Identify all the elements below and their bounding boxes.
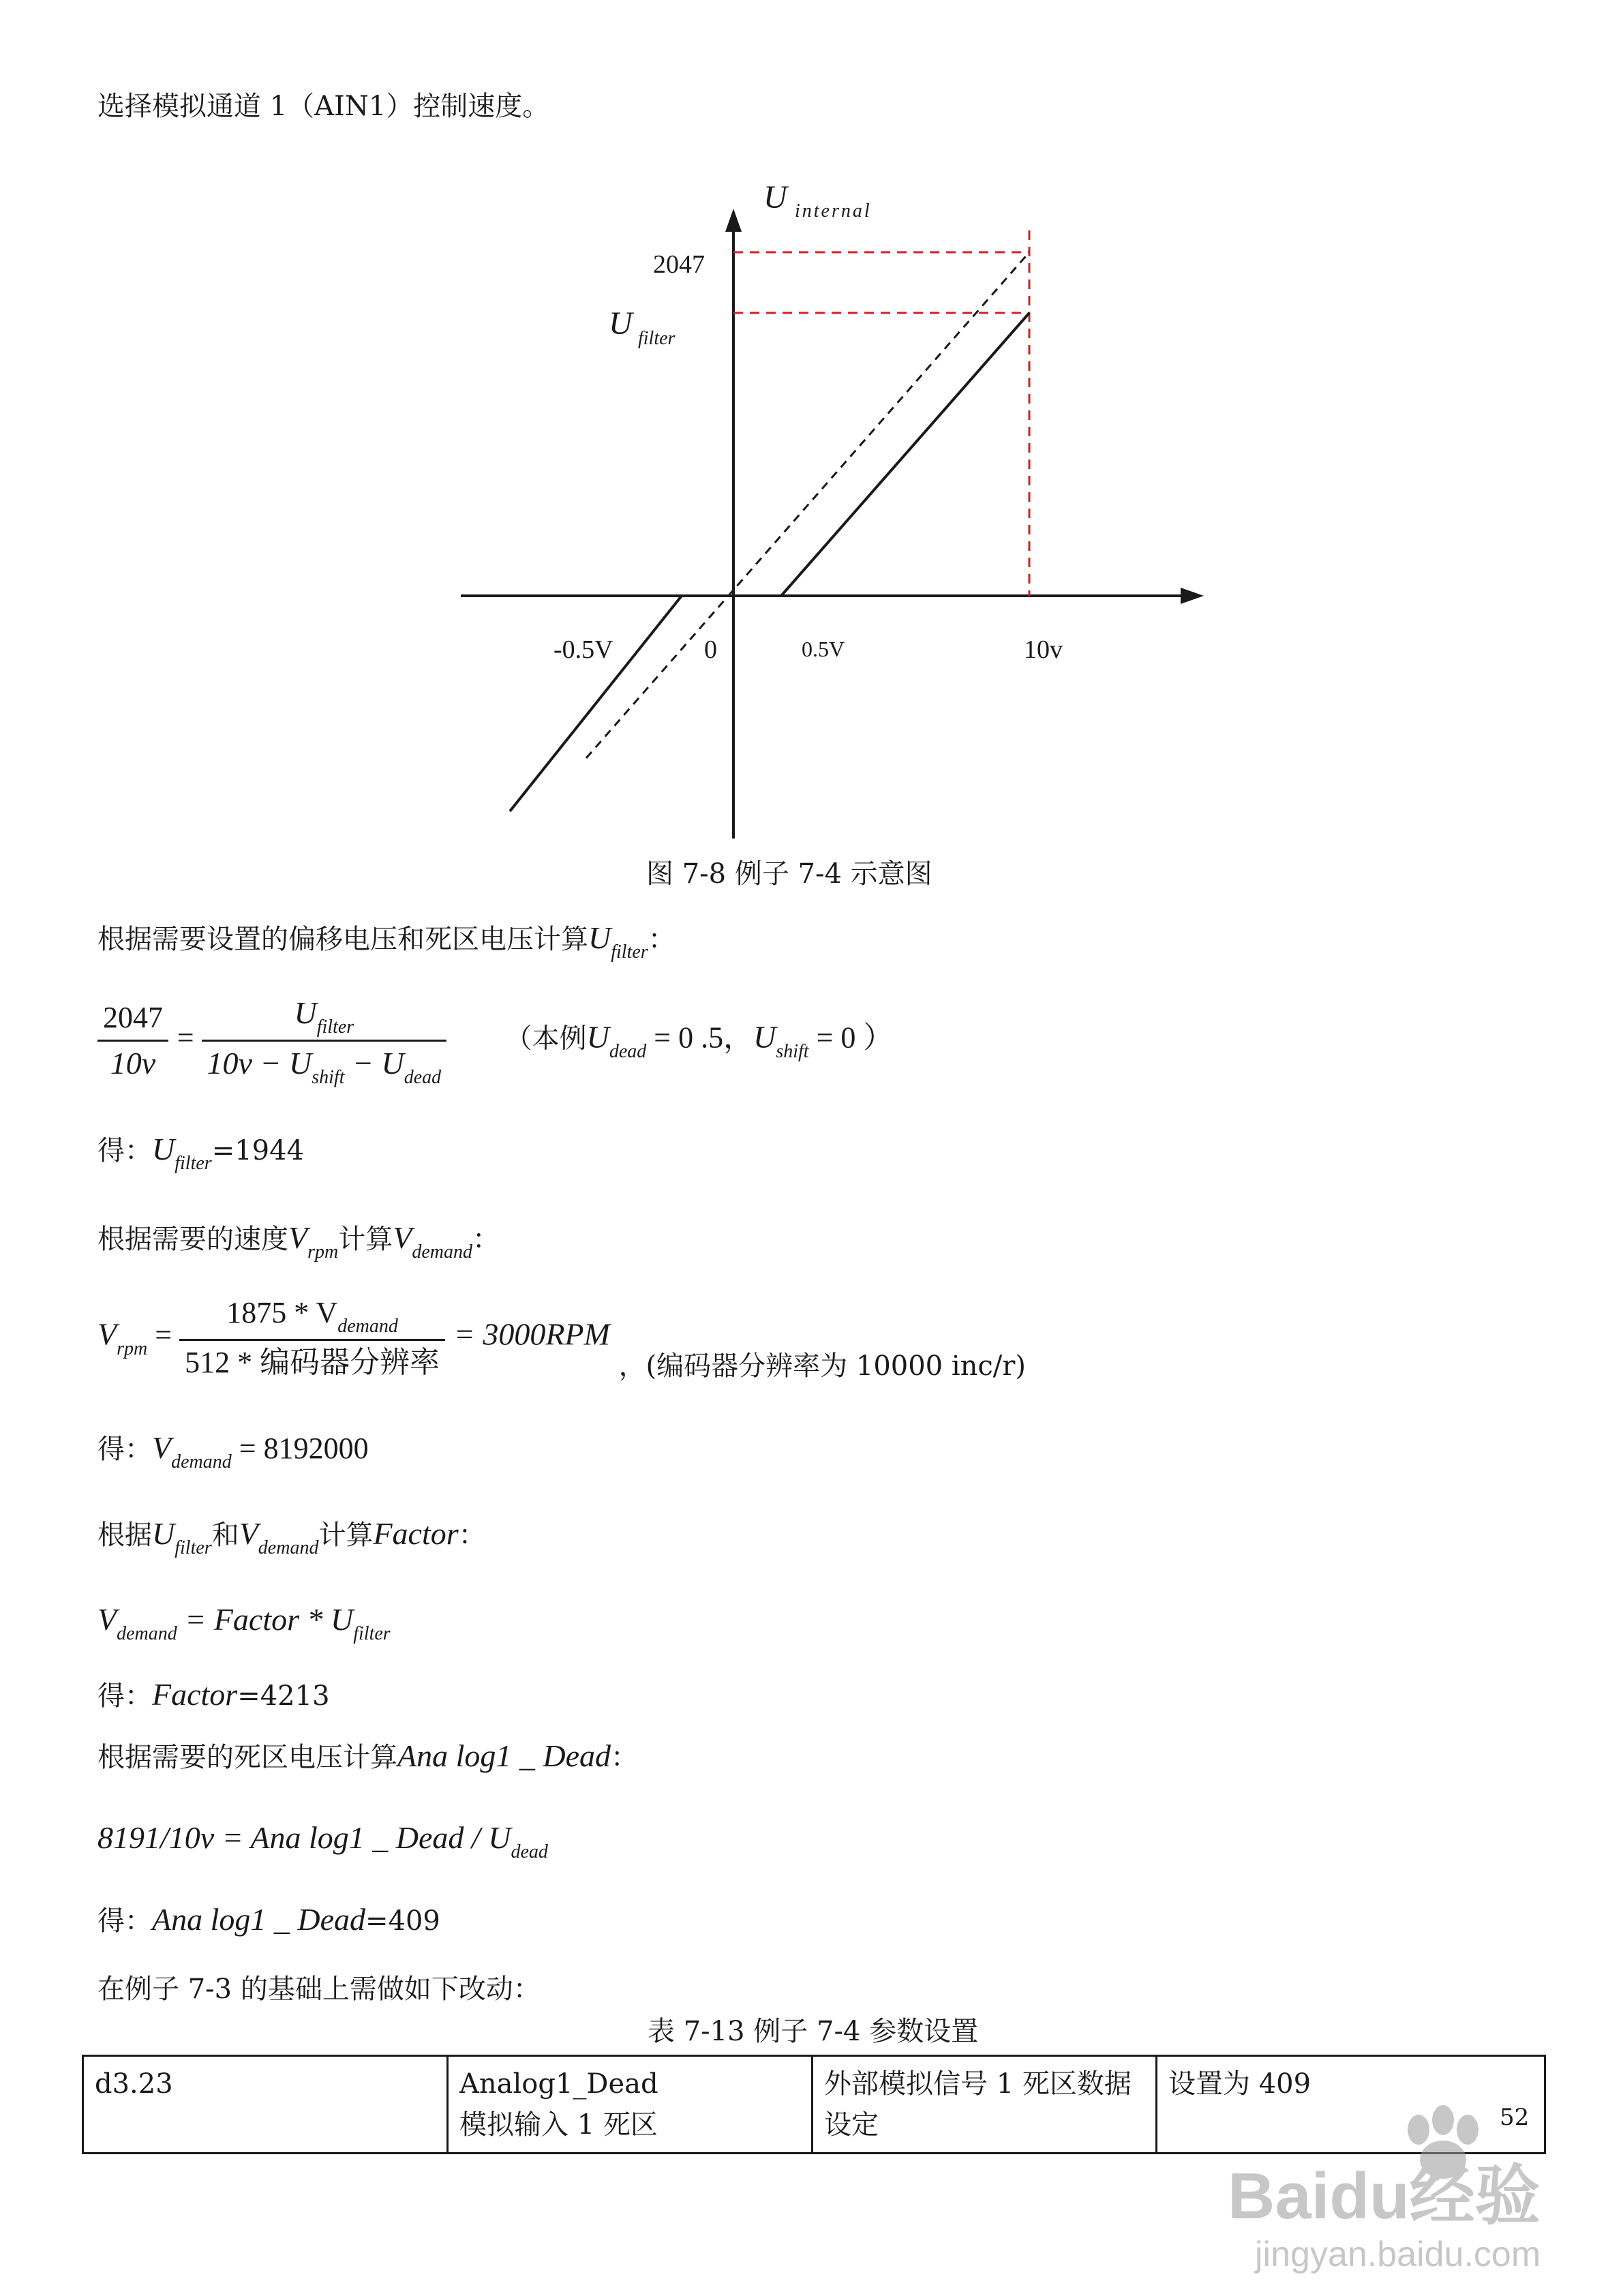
x-tick-max: 10v bbox=[1024, 635, 1063, 664]
u-filter-subscript: filter bbox=[638, 328, 676, 349]
y-axis-symbol: U bbox=[763, 179, 787, 215]
param-desc: 外部模拟信号 1 死区数据设定 bbox=[813, 2056, 1157, 2154]
calc-ufilter-text: 根据需要设置的偏移电压和死区电压计算 bbox=[97, 924, 588, 955]
x-tick-neg: -0.5V bbox=[553, 635, 613, 664]
u-filter-symbol: U bbox=[609, 305, 633, 342]
y-axis-subscript: internal bbox=[795, 200, 872, 222]
y-axis-arrow bbox=[725, 209, 742, 232]
equation-3: $V_{demand}$ = Factor * $U_{filter}$ bbox=[97, 1602, 391, 1644]
param-value: 设置为 409 bbox=[1157, 2056, 1545, 2154]
x-tick-pos: 0.5V bbox=[802, 637, 845, 661]
param-name-en: Analog1_Dead bbox=[459, 2068, 658, 2100]
eq1-left-fraction: $\frac{2047}{10v}$ bbox=[97, 1000, 168, 1081]
baidu-paw-logo bbox=[1214, 2102, 1596, 2280]
page-number: 52 bbox=[1500, 2104, 1530, 2131]
param-name bbox=[448, 2056, 813, 2154]
calc-dead-line: 根据需要的死区电压计算Ana log1 _ Dead： bbox=[97, 1738, 639, 1773]
label-2047: 2047 bbox=[653, 250, 705, 279]
intro-text: 选择模拟通道 1（AIN1）控制速度。 bbox=[97, 91, 550, 122]
param-name-cn: 模拟输入 1 死区 bbox=[459, 2109, 658, 2141]
x-tick-zero: 0 bbox=[704, 635, 717, 664]
table-caption: 表 7-13 例子 7-4 参数设置 bbox=[648, 2016, 979, 2047]
result-dead: 得：Ana log1 _ Dead=409 bbox=[97, 1902, 440, 1937]
transfer-line-negative bbox=[510, 596, 682, 811]
equation-4: 8191/10v = Ana log1 _ Dead / $U_{dead}$ bbox=[97, 1820, 548, 1862]
figure-7-8 bbox=[0, 0, 1623, 893]
baidu-watermark bbox=[1214, 2102, 1596, 2282]
equation-1: $\frac{2047}{10v}$ = $\frac{U_{filter}}{10v - U_{shift} - U_{dead}}$ （本例$U_{dead} = 0$ .5，$U_{shift} = 0$ ） bbox=[97, 995, 893, 1086]
calc-factor-line: 根据$U_{filter}$和$V_{demand}$计算Factor： bbox=[97, 1516, 486, 1558]
calc-ufilter-line: 根据需要设置的偏移电压和死区电压计算$U_{filter}$： bbox=[97, 920, 676, 963]
x-axis-arrow bbox=[1181, 588, 1204, 604]
transfer-line-positive bbox=[781, 313, 1029, 596]
param-id: d3.23 bbox=[83, 2056, 448, 2154]
eq1-right-fraction: $\frac{U_{filter}}{10v - U_{shift} - U_{dead}}$ bbox=[202, 995, 447, 1086]
result-vdemand: 得：$V_{demand} = 8192000$ bbox=[97, 1430, 369, 1472]
figure-caption: 图 7-8 例子 7-4 示意图 bbox=[646, 858, 932, 890]
eq2-fraction: $\frac{1875 * V_{demand}}{\text{512 * 编码器分辨率}}$ bbox=[179, 1295, 445, 1380]
change-text: 在例子 7-3 的基础上需做如下改动： bbox=[97, 1974, 541, 2005]
calc-vdemand-line: 根据需要的速度$V_{rpm}$计算$V_{demand}$： bbox=[97, 1220, 500, 1263]
result-ufilter: 得：$U_{filter}=1944$ bbox=[97, 1132, 304, 1174]
equation-2: $V_{rpm}$ = $\frac{1875 * V_{demand}}{\text{512 * 编码器分辨率}}$ = 3000RPM ，(编码器分辨率为 10000 inc/r) bbox=[97, 1296, 1027, 1382]
svg-text:jingyan.baidu.com: jingyan.baidu.com bbox=[1255, 2235, 1541, 2274]
result-factor: 得：Factor=4213 bbox=[97, 1677, 330, 1712]
svg-text:Baidu经验: Baidu经验 bbox=[1228, 2160, 1541, 2233]
